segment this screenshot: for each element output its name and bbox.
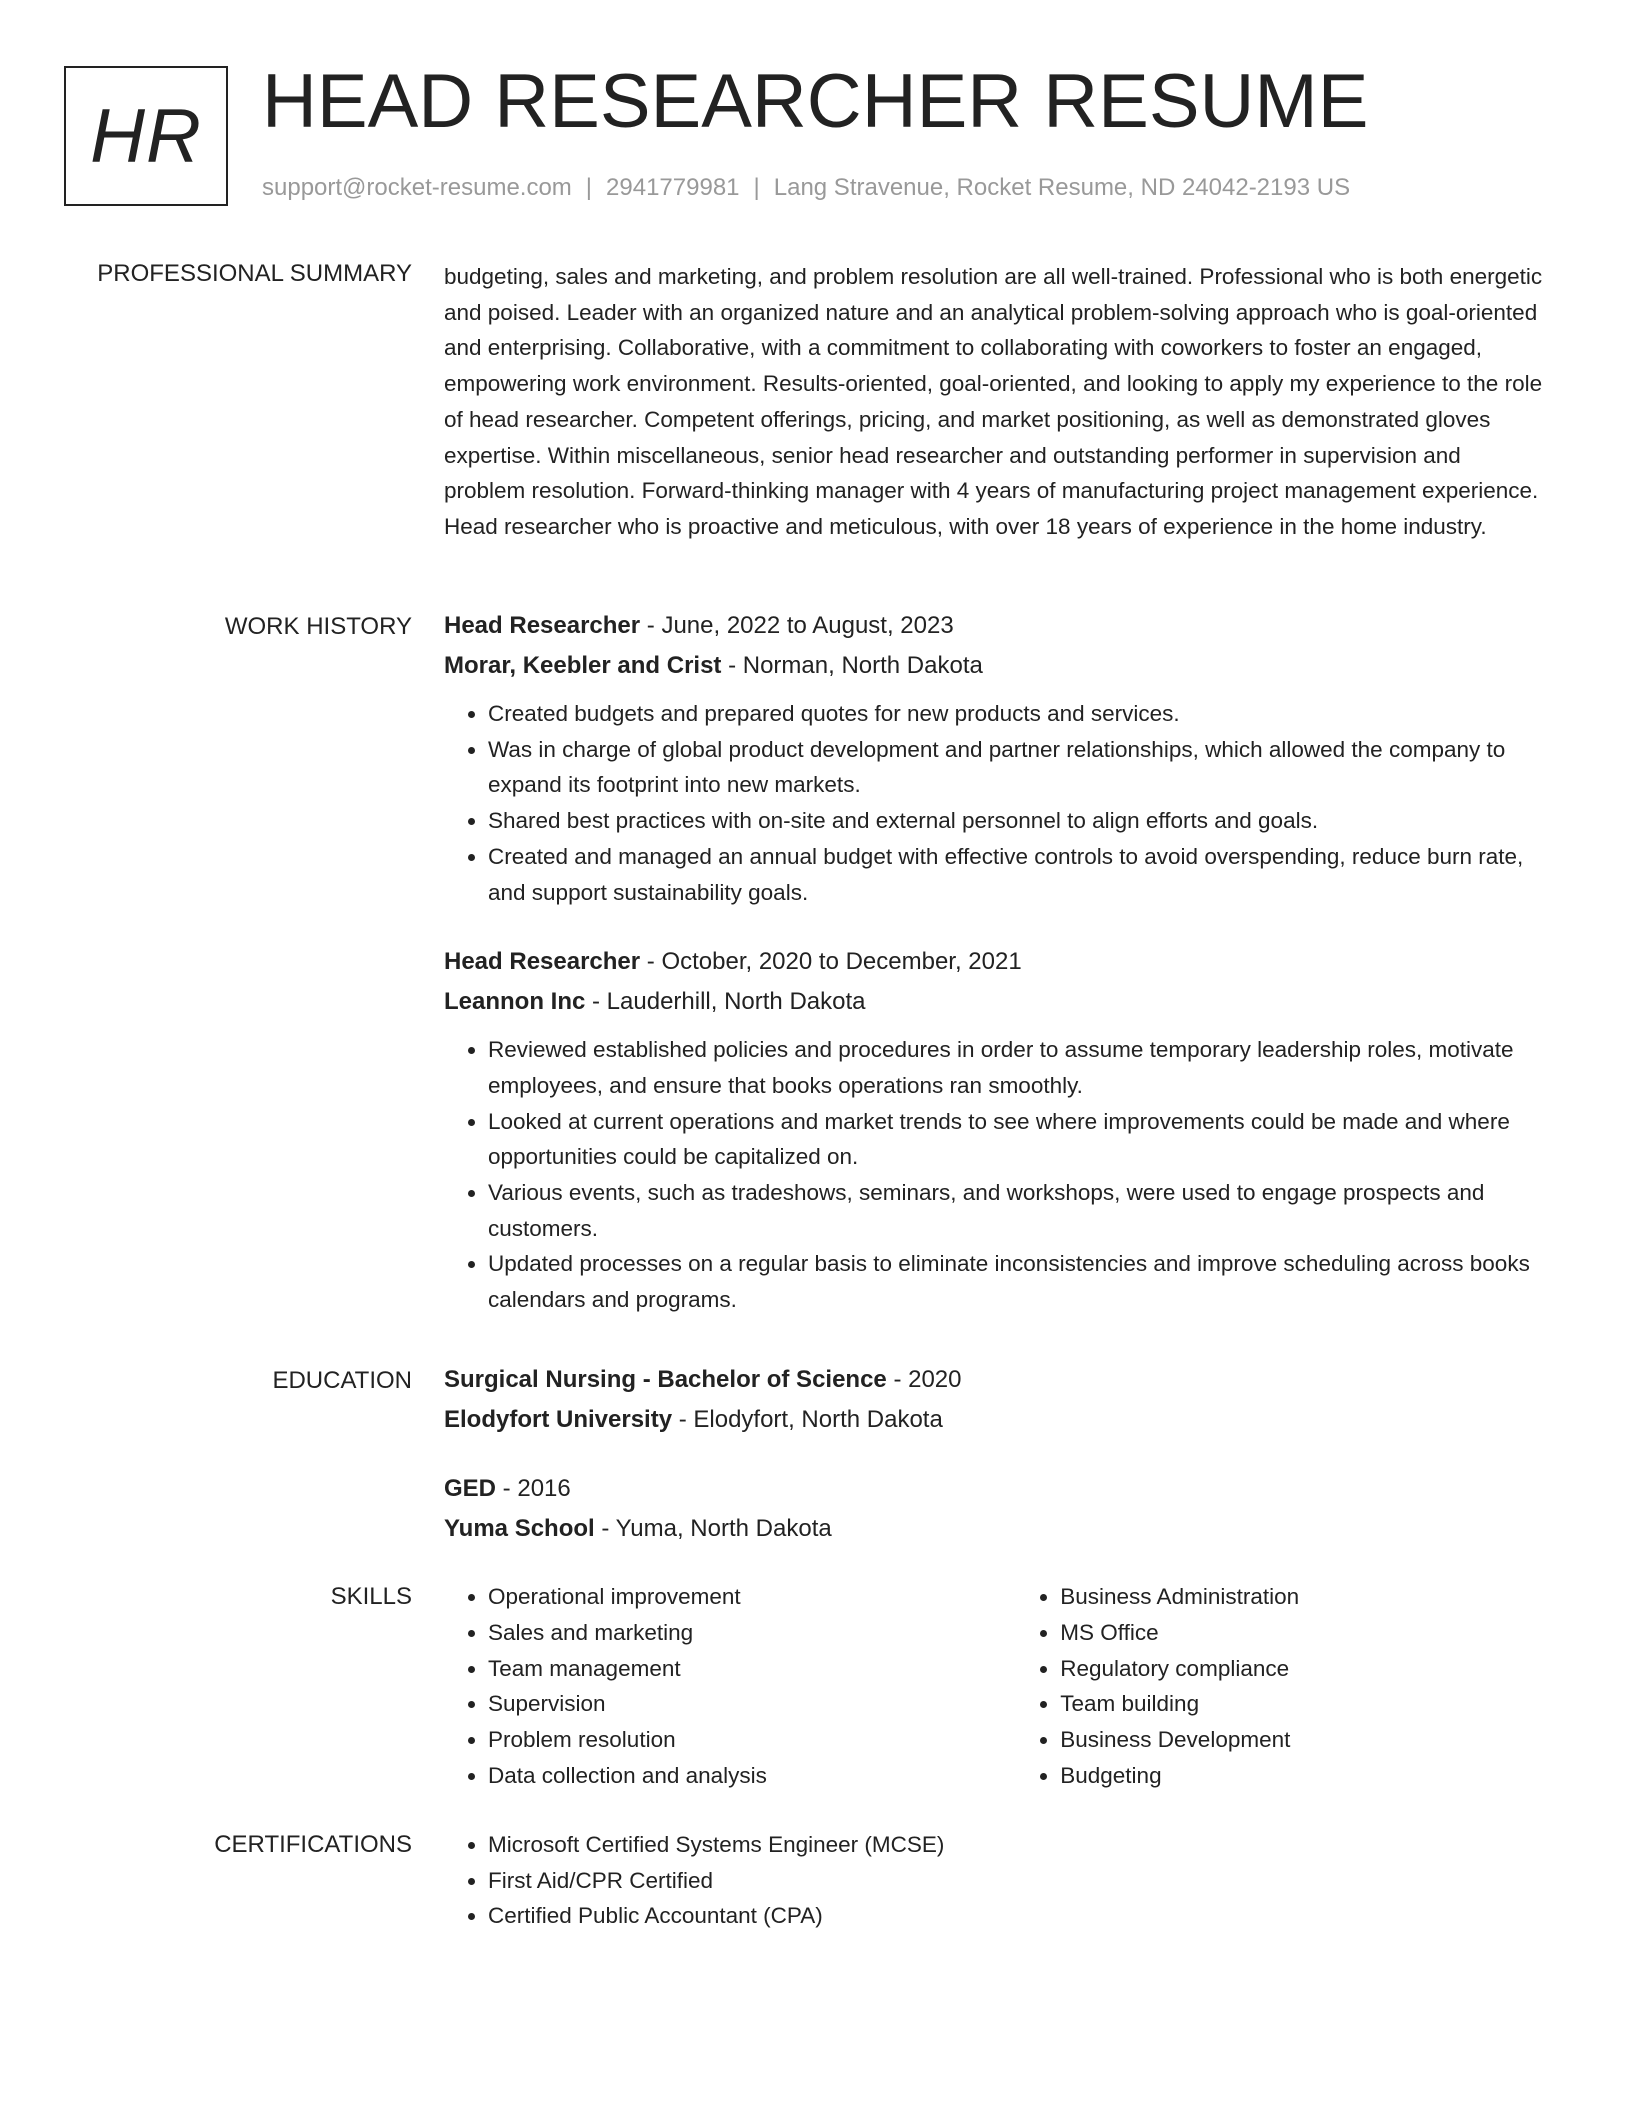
skill-item: • Problem resolution	[488, 1722, 1016, 1758]
job-location: - Lauderhill, North Dakota	[585, 988, 866, 1016]
skills-body	[444, 1579, 1544, 1794]
job-location: - Norman, North Dakota	[721, 652, 983, 679]
certification-item: • Certified Public Accountant (CPA)	[488, 1898, 1544, 1934]
contact-separator: |	[585, 174, 593, 201]
job-bullets	[444, 1032, 1544, 1318]
skill-item: • Data collection and analysis	[488, 1758, 1016, 1794]
skill-item: • Team building	[1060, 1686, 1544, 1722]
job-title-line	[444, 606, 1544, 646]
job-company-line	[444, 982, 1544, 1022]
skills-columns	[444, 1579, 1544, 1794]
education-label: EDUCATION	[272, 1367, 412, 1394]
monogram-text: HR	[90, 93, 202, 179]
job-bullet: • Updated processes on a regular basis to eliminate inconsistencies and improve scheduling across books calendars and programs.	[488, 1246, 1544, 1317]
job-dates: - October, 2020 to December, 2021	[640, 948, 1022, 976]
school: Yuma School	[444, 1515, 595, 1542]
skill-item: • Budgeting	[1060, 1758, 1544, 1794]
education-body	[444, 1360, 1544, 1549]
school-location: - Yuma, North Dakota	[594, 1515, 832, 1542]
degree-line	[444, 1469, 1544, 1509]
skills-list-right	[1016, 1579, 1544, 1794]
skill-item: • Business Administration	[1060, 1579, 1544, 1615]
job-company: Morar, Keebler and Crist	[444, 652, 722, 679]
degree: GED	[444, 1475, 497, 1502]
certification-item: • First Aid/CPR Certified	[488, 1863, 1544, 1899]
skill-item: • Business Development	[1060, 1722, 1544, 1758]
job-entry	[444, 942, 1544, 1318]
job-bullet: • Was in charge of global product development and partner relationships, which allowed the company to expand its footprint into new markets.	[488, 732, 1544, 803]
contact-address: Lang Stravenue, Rocket Resume, ND 24042-2193 US	[773, 174, 1351, 201]
job-bullet: • Reviewed established policies and procedures in order to assume temporary leadership roles, motivate employees, and ensure that books operations ran smoothly.	[488, 1032, 1544, 1103]
school-line	[444, 1509, 1544, 1549]
degree-year: - 2020	[886, 1366, 962, 1393]
job-bullet: • Various events, such as tradeshows, seminars, and workshops, were used to engage prospects and customers.	[488, 1175, 1544, 1246]
monogram-badge	[64, 66, 228, 206]
school-line	[444, 1400, 1544, 1440]
certifications-label: CERTIFICATIONS	[214, 1831, 412, 1858]
education-entry	[444, 1360, 1544, 1440]
degree-line	[444, 1360, 1544, 1400]
contact-phone: 2941779981	[606, 174, 740, 201]
skill-item: • MS Office	[1060, 1615, 1544, 1651]
contact-line	[262, 174, 1350, 202]
work-history-body	[444, 606, 1544, 1318]
skill-item: • Team management	[488, 1651, 1016, 1687]
contact-email: support@rocket-resume.com	[262, 174, 572, 201]
job-title-line	[444, 942, 1544, 982]
education-entry	[444, 1469, 1544, 1549]
job-title: Head Researcher	[444, 612, 641, 639]
skills-label: SKILLS	[330, 1583, 412, 1610]
job-bullet: • Created budgets and prepared quotes for new products and services.	[488, 696, 1544, 732]
degree: Surgical Nursing - Bachelor of Science	[444, 1366, 887, 1393]
skill-item: • Operational improvement	[488, 1579, 1016, 1615]
job-bullets	[444, 696, 1544, 910]
certifications-list	[444, 1827, 1544, 1934]
job-entry	[444, 606, 1544, 910]
job-title: Head Researcher	[444, 948, 641, 976]
job-bullet: • Shared best practices with on-site and external personnel to align efforts and goals.	[488, 803, 1544, 839]
skills-list-left	[444, 1579, 1016, 1794]
job-bullet: • Looked at current operations and market trends to see where improvements could be made and where opportunities could be capitalized on.	[488, 1104, 1544, 1175]
school-location: - Elodyfort, North Dakota	[672, 1406, 943, 1433]
summary-text: budgeting, sales and marketing, and problem resolution are all well-trained. Professional who is both energetic and poised. Leader with an organized nature and an analytical problem-solving approach who is goal-oriented and enterprising. Collaborative, with a commitment to collaborating with coworkers to foster an engaged, empowering work environment. Results-oriented, goal-oriented, and looking to apply my experience to the role of head researcher. Competent offerings, pricing, and market positioning, as well as demonstrated gloves expertise. Within miscellaneous, senior head researcher and outstanding performer in supervision and problem resolution. Forward-thinking manager with 4 years of manufacturing project management experience. Head researcher who is proactive and meticulous, with over 18 years of experience in the home industry.	[444, 264, 1543, 539]
resume-title: HEAD RESEARCHER RESUME	[262, 59, 1369, 144]
summary-body	[444, 259, 1544, 545]
summary-label: PROFESSIONAL SUMMARY	[97, 260, 412, 287]
skill-item: • Regulatory compliance	[1060, 1651, 1544, 1687]
job-company-line	[444, 646, 1544, 686]
degree-year: - 2016	[496, 1475, 571, 1502]
contact-separator: |	[753, 174, 760, 201]
job-company: Leannon Inc	[444, 988, 586, 1016]
job-bullet: • Created and managed an annual budget with effective controls to avoid overspending, reduce burn rate, and support sustainability goals.	[488, 839, 1544, 910]
certification-item: • Microsoft Certified Systems Engineer (MCSE)	[488, 1827, 1544, 1863]
job-dates: - June, 2022 to August, 2023	[640, 612, 954, 639]
certifications-body	[444, 1827, 1544, 1934]
skill-item: • Supervision	[488, 1686, 1016, 1722]
school: Elodyfort University	[444, 1406, 673, 1433]
skill-item: • Sales and marketing	[488, 1615, 1016, 1651]
work-history-label: WORK HISTORY	[224, 613, 412, 640]
